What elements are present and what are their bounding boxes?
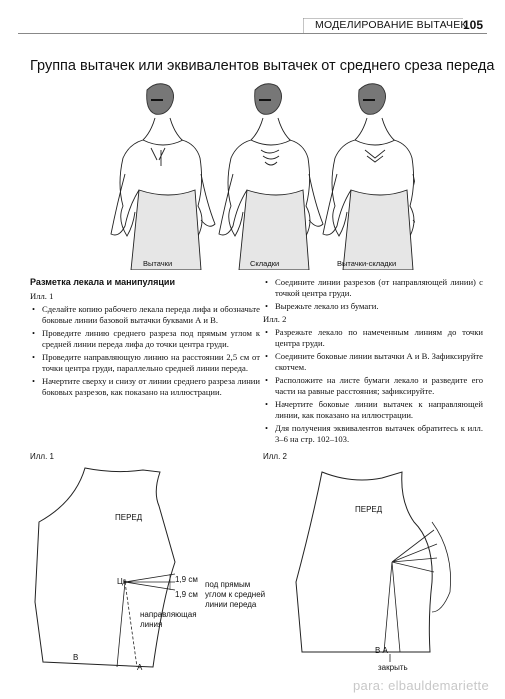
fig1-note2: углом к средней — [205, 590, 266, 599]
section-heading: Разметка лекала и манипуляции — [30, 277, 175, 287]
list-item: • Соедините боковые линии вытачки А и В. Зафиксируйте скотчем. — [263, 351, 483, 373]
ill1-label: Илл. 1 — [30, 291, 54, 301]
instruction-list-1 — [30, 304, 260, 398]
fig1-b-label: В — [73, 653, 79, 662]
fig1-note1: под прямым — [205, 580, 251, 589]
fig1-dim1: 1,9 см — [175, 575, 198, 584]
list-item: • Начертите сверху и снизу от линии среднего разреза линии боковых разрезов, как показано на иллюстрации. — [30, 376, 260, 398]
list-item: • Разрежьте лекало по намеченным линиям до точки центра груди. — [263, 327, 483, 349]
figure-pleats — [219, 84, 323, 270]
figure-dart-pleats — [323, 84, 415, 270]
right-column — [263, 277, 483, 447]
fig2-front-label: ПЕРЕД — [355, 505, 383, 514]
instruction-list-2 — [263, 277, 483, 312]
fig1-cg-label: Цг — [117, 577, 126, 586]
list-item: • Расположите на листе бумаги лекало и разведите его части на равные расстояния; зафиксируйте. — [263, 375, 483, 397]
list-item: • Соедините линии разрезов (от направляющей линии) с точкой центра груди. — [263, 277, 483, 299]
fig2-close-label: закрыть — [378, 663, 408, 672]
fig2-label: Илл. 2 — [263, 452, 287, 461]
list-item: • Вырежьте лекало из бумаги. — [263, 301, 483, 312]
fig1-guide2: линия — [140, 620, 163, 629]
ill2-label: Илл. 2 — [263, 314, 287, 324]
fig1-a-label: А — [137, 663, 143, 672]
fig1-front-label: ПЕРЕД — [115, 513, 143, 522]
fig1-note3: линии переда — [205, 600, 257, 609]
list-item: • Для получения эквивалентов вытачек обратитесь к илл. 3–6 на стр. 102–103. — [263, 423, 483, 445]
fig1-label: Илл. 1 — [30, 452, 54, 461]
fig2-ba-label: В А — [375, 646, 388, 655]
page-number: 105 — [463, 18, 484, 32]
section-title: МОДЕЛИРОВАНИЕ ВЫТАЧЕК — [315, 19, 467, 31]
fig1-dim2: 1,9 см — [175, 590, 198, 599]
caption-dart-pleats: Вытачки-складки — [337, 259, 397, 268]
header-rule — [18, 33, 487, 34]
fig1-guide1: направляющая — [140, 610, 197, 619]
fashion-illustration — [95, 78, 415, 270]
list-item: • Начертите боковые линии вытачек к направляющей линии, как показано на иллюстрации. — [263, 399, 483, 421]
list-item: • Проведите линию среднего разреза под прямым углом к средней линии переда лифа до точки центра груди. — [30, 328, 260, 350]
caption-pleats: Складки — [250, 259, 280, 268]
left-column — [30, 277, 260, 400]
list-item: • Сделайте копию рабочего лекала переда лифа и обозначьте боковые линии базовой вытачки буквами А и В. — [30, 304, 260, 326]
caption-darts: Вытачки — [143, 259, 173, 268]
figure-darts — [111, 84, 215, 270]
list-item: • Проведите направляющую линию на расстоянии 2,5 см от точки центра груди, параллельно средней линии переда. — [30, 352, 260, 374]
watermark: para: elbauldemariette — [353, 678, 489, 693]
pattern-figure-2 — [282, 462, 482, 674]
pattern-figure-1 — [25, 462, 265, 674]
page-title: Группа вытачек или эквивалентов вытачек от среднего среза переда — [30, 58, 495, 74]
instruction-list-3 — [263, 327, 483, 445]
